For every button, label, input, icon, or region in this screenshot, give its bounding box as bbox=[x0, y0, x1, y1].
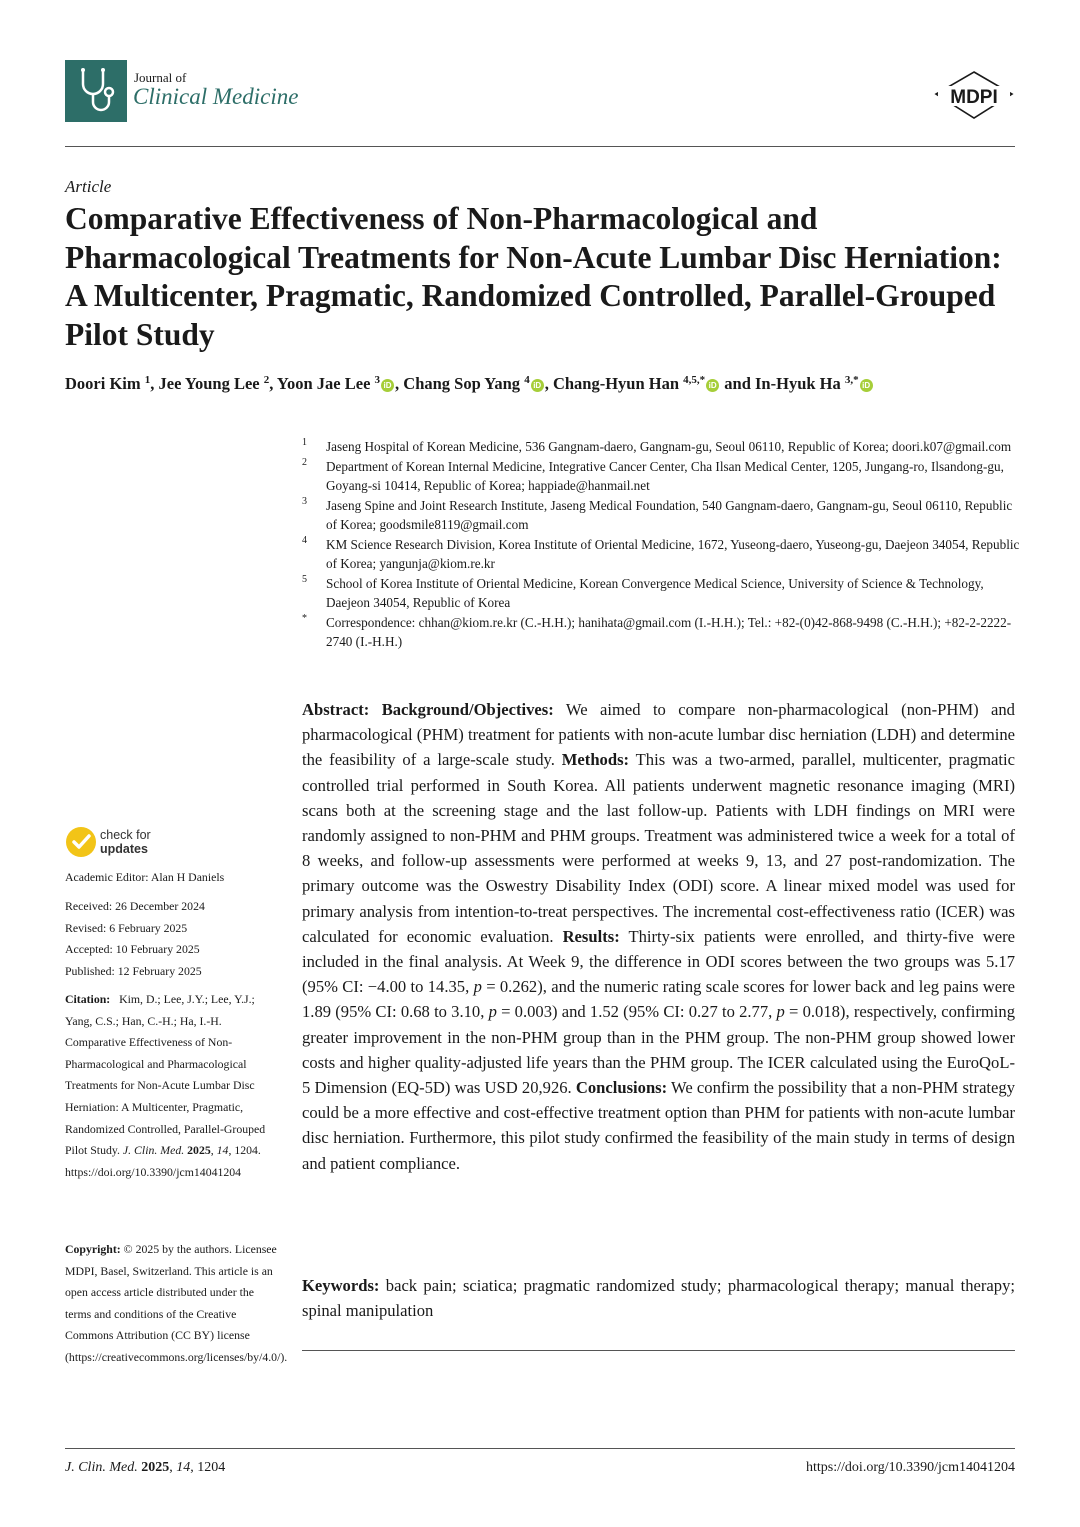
results-label: Results: bbox=[562, 926, 620, 946]
results-text-1: Thirty-six patients were enrolled, and thirty-five were included in the final analysis. At Week 9, the difference in ODI scores between the two groups was 5.17 (95% CI: −4.00 to 14.35, bbox=[302, 926, 1015, 997]
results-text-4: = 0.018), respectively, confirming greater improvement in the non-PHM group than in the PHM group. The non-PHM group showed lower costs and higher quality-adjusted life years than the PHM group. The ICER calculated using the EuroQoL-5 Dimension (EQ-5D) was USD 20,926. bbox=[302, 1002, 1015, 1098]
orcid-icon[interactable]: iD bbox=[531, 379, 544, 392]
article-title: Comparative Effectiveness of Non-Pharmacological and Pharmacological Treatments for Non-Acute Lumbar Disc Herniation: A Multicenter, Pragmatic, Randomized Controlled, Parallel-Grouped Pilot Study bbox=[65, 201, 1002, 352]
author-separator: and bbox=[720, 374, 756, 393]
affiliation-text: KM Science Research Division, Korea Institute of Oriental Medicine, 1672, Yuseong-daero, Yuseong-gu, Daejeon 34054, Republic of Korea; yangunja@kiom.re.kr bbox=[326, 536, 1020, 571]
author-separator: , bbox=[395, 374, 404, 393]
revised-date: Revised: 6 February 2025 bbox=[65, 920, 188, 935]
affiliation-number: 4 bbox=[302, 534, 307, 546]
citation-text: Kim, D.; Lee, J.Y.; Lee, Y.J.; Yang, C.S.; Han, C.-H.; Ha, I.-H. Comparative Effectiveness of Non-Pharmacological and Pharmacological Treatments for Non-Acute Lumbar Disc Herniation: A Multicenter, Pragmatic, Randomized Controlled, Parallel-Grouped Pilot Study. bbox=[65, 992, 266, 1158]
citation-doi[interactable]: , 1204. https://doi.org/10.3390/jcm14041204 bbox=[65, 1143, 261, 1179]
conclusions-text: We confirm the possibility that a non-PHM strategy could be a more effective and cost-effective treatment option than PHM for patients with non-acute lumbar disc herniation. Furthermore, this pilot study confirmed the feasibility of the main study in terms of design and patient compliance. bbox=[302, 1078, 1015, 1173]
author-affiliation-marker: 4 bbox=[524, 374, 530, 386]
affiliation-number: 5 bbox=[302, 573, 307, 585]
methods-label: Methods: bbox=[561, 750, 630, 770]
published-date: Published: 12 February 2025 bbox=[65, 963, 202, 978]
background-label: Background/Objectives: bbox=[381, 700, 554, 719]
abstract-end-rule bbox=[302, 1350, 1015, 1351]
journal-logo bbox=[65, 60, 127, 122]
footer-citation: J. Clin. Med. 2025, 14, 1204 bbox=[65, 1460, 226, 1475]
author-separator: , bbox=[150, 374, 159, 393]
citation-year: 2025 bbox=[187, 1143, 211, 1158]
copyright-text: © 2025 by the authors. Licensee MDPI, Basel, Switzerland. This article is an open access article distributed under the terms and conditions of the Creative Commons Attribution (CC BY) license (https://creativecommons.org/licenses/by/4.0/). bbox=[65, 1242, 288, 1364]
article-type: Article bbox=[65, 177, 112, 196]
abstract bbox=[302, 697, 1015, 1176]
affiliation-item bbox=[302, 574, 1022, 613]
author-affiliation-marker: 2 bbox=[263, 374, 270, 386]
footer-rule bbox=[65, 1448, 1015, 1449]
author-name: Yoon Jae Lee bbox=[276, 374, 371, 393]
footer-journal: J. Clin. Med. bbox=[65, 1460, 138, 1475]
citation-volume: 14 bbox=[216, 1143, 229, 1158]
author-name: Jee Young Lee bbox=[158, 374, 260, 393]
author-name: Chang-Hyun Han bbox=[552, 374, 680, 393]
affiliation-number: 1 bbox=[302, 437, 307, 448]
received-date: Received: 26 December 2024 bbox=[65, 899, 205, 913]
affiliation-item bbox=[302, 457, 1022, 496]
academic-editor: Academic Editor: Alan H Daniels bbox=[65, 870, 225, 884]
affiliation-number: * bbox=[302, 612, 307, 624]
stethoscope-icon bbox=[65, 60, 127, 122]
p-symbol: p bbox=[488, 1002, 497, 1022]
updates-label: updates bbox=[100, 842, 148, 856]
author-name: Chang Sop Yang bbox=[403, 374, 521, 393]
dates-block bbox=[65, 896, 280, 982]
mdpi-logo bbox=[932, 70, 1016, 127]
conclusions-label: Conclusions: bbox=[575, 1078, 668, 1098]
journal-name: Clinical Medicine bbox=[133, 84, 299, 109]
affiliation-item bbox=[302, 496, 1022, 535]
affiliation-text: Correspondence: chhan@kiom.re.kr (C.-H.H.); hanihata@gmail.com (I.-H.H.); Tel.: +82-(0)42-868-9498 (C.-H.H.); +82-2-2222-2740 (I.-H.H.) bbox=[326, 614, 1012, 649]
keywords-label: Keywords: bbox=[302, 1276, 380, 1295]
citation-journal: J. Clin. Med. bbox=[122, 1143, 185, 1158]
author-affiliation-marker: 3 bbox=[374, 374, 381, 386]
author-affiliation-marker: 3,* bbox=[844, 374, 859, 386]
copyright-label: Copyright: bbox=[65, 1242, 121, 1256]
footer-article: , 1204 bbox=[190, 1460, 226, 1475]
orcid-icon[interactable]: iD bbox=[706, 379, 719, 392]
header-rule bbox=[65, 146, 1015, 147]
abstract-label: Abstract: bbox=[302, 700, 370, 719]
journal-of-label: Journal of bbox=[134, 70, 187, 85]
p-symbol: p bbox=[473, 977, 482, 997]
keywords-text: back pain; sciatica; pragmatic randomized study; pharmacological therapy; manual therapy; spinal manipulation bbox=[302, 1276, 1015, 1321]
check-for-updates-label[interactable] bbox=[100, 828, 151, 856]
author-name: Doori Kim bbox=[65, 374, 141, 393]
accepted-date: Accepted: 10 February 2025 bbox=[65, 942, 200, 957]
copyright-block bbox=[65, 1239, 288, 1369]
affiliation-item bbox=[302, 535, 1022, 574]
affiliation-number: 2 bbox=[302, 456, 307, 468]
affiliation-text: Jaseng Spine and Joint Research Institute, Jaseng Medical Foundation, 540 Gangnam-daero, Gangnam-gu, Seoul 06110, Republic of Korea; goodsmile8119@gmail.com bbox=[326, 497, 1013, 532]
affiliation-text: Department of Korean Internal Medicine, Integrative Cancer Center, Cha Ilsan Medical Center, 1205, Jungang-ro, Ilsandong-gu, Goyang-si 10414, Republic of Korea; happiade@hanmail.net bbox=[326, 458, 1004, 493]
orcid-icon[interactable]: iD bbox=[860, 379, 873, 392]
affiliation-text: School of Korea Institute of Oriental Medicine, Korean Convergence Medical Science, University of Science & Technology, Daejeon 34054, Republic of Korea bbox=[326, 575, 984, 610]
citation-block: Citation: Kim, D.; Lee, J.Y.; Lee, Y.J.; Yang, C.S.; Han, C.-H.; Ha, I.-H. Comparative Effectiveness of Non-Pharmacological and Pharmacological Treatments for Non-Acute Lumbar Disc Herniation: A Multicenter, Pragmatic, Randomized Controlled, Parallel-Grouped Pilot Study. J. Clin. Med. 2025, 14, 1204. https://doi.org/10.3390/jcm14041204 bbox=[65, 992, 266, 1179]
author-affiliation-marker: 1 bbox=[144, 374, 151, 386]
results-text-2: = 0.262), and the numeric rating scale scores for lower back and leg pains were 1.89 (95% CI: 0.68 to 3.10, bbox=[302, 977, 1015, 1022]
orcid-icon[interactable]: iD bbox=[381, 379, 394, 392]
check-for-updates-icon[interactable] bbox=[65, 826, 97, 863]
author-separator: , bbox=[544, 374, 553, 393]
citation-label: Citation: bbox=[65, 992, 111, 1006]
author-separator: , bbox=[269, 374, 277, 393]
affiliation-list bbox=[302, 437, 1022, 652]
affiliation-text: Jaseng Hospital of Korean Medicine, 536 Gangnam-daero, Gangnam-gu, Seoul 06110, Republic of Korea; doori.k07@gmail.com bbox=[326, 439, 1012, 454]
affiliation-item bbox=[302, 613, 1022, 652]
background-text: We aimed to compare non-pharmacological (non-PHM) and pharmacological (PHM) treatment for patients with non-acute lumbar disc herniation (LDH) and determine the feasibility of a large-scale study. bbox=[302, 700, 1015, 770]
methods-text: This was a two-armed, parallel, multicenter, pragmatic controlled trial performed in South Korea. All patients underwent magnetic resonance imaging (MRI) scans both at the screening stage and the last follow-up. Patients with LDH findings on MRI were randomly assigned to non-PHM and PHM groups. Treatment was administered twice a week for a total of 8 weeks, and follow-up assessments were performed at weeks 9, 13, and 27 post-randomization. The primary outcome was the Oswestry Disability Index (ODI) score. A linear mixed model was used for primary analysis from intention-to-treat perspectives. The incremental cost-effectiveness ratio (ICER) was calculated for economic evaluation. bbox=[302, 750, 1015, 946]
results-text-3: = 0.003) and 1.52 (95% CI: 0.27 to 2.77, bbox=[501, 1002, 773, 1022]
publisher-name: MDPI bbox=[950, 87, 998, 108]
affiliation-item bbox=[302, 437, 1022, 457]
p-symbol: p bbox=[776, 1002, 785, 1022]
footer-year: 2025 bbox=[141, 1460, 170, 1475]
author-affiliation-marker: 4,5,* bbox=[683, 374, 706, 386]
affiliation-number: 3 bbox=[302, 495, 307, 507]
author-name: In-Hyuk Ha bbox=[755, 374, 841, 393]
keywords bbox=[302, 1273, 1015, 1323]
footer-volume: 14 bbox=[176, 1460, 191, 1475]
footer-doi-link[interactable]: https://doi.org/10.3390/jcm14041204 bbox=[806, 1460, 1015, 1475]
check-for-label: check for bbox=[100, 828, 151, 842]
author-list bbox=[65, 374, 1025, 394]
